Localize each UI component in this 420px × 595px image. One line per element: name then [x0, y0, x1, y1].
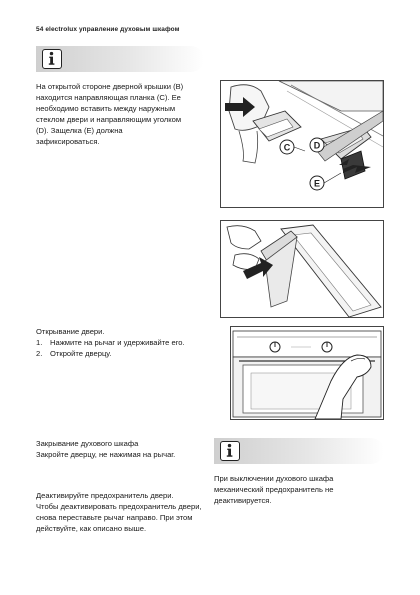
door-panel-figure [220, 80, 384, 208]
closing-section [36, 438, 196, 460]
deactivate-title: Деактивируйте предохранитель двери. [36, 491, 174, 500]
safety-lock-note: При выключении духового шкафа механический предохранитель не деактивируется. [214, 474, 334, 506]
list-item [36, 337, 206, 348]
door-glass-figure [220, 220, 384, 318]
list-item [36, 348, 206, 359]
label-c: C [283, 142, 291, 153]
opening-steps [36, 337, 206, 359]
opening-section [36, 326, 206, 359]
info-bar-top [36, 46, 204, 72]
oven-door-figure [230, 326, 384, 420]
step-number: 1. [36, 338, 43, 348]
closing-text: Закройте дверцу, не нажимая на рычаг. [36, 450, 176, 460]
step-text: Нажмите на рычаг и удерживайте его. [50, 338, 185, 348]
info-icon [42, 49, 62, 69]
deactivate-text: Чтобы деактивировать предохранитель двери, снова переставьте рычаг направо. При этом действуйте, как описано выше. [36, 502, 202, 534]
deactivate-section [36, 490, 206, 534]
page-header: 54 electrolux управление духовым шкафом [36, 26, 180, 33]
door-panel-instructions: На открытой стороне дверной крышки (B) находится направляющая планка (C). Ее необходимо вставить между наружным стеклом двери и направляющим уголком (D). Защелка (E) должна зафиксироваться. [36, 82, 184, 147]
label-d: D [313, 140, 321, 151]
label-e: E [313, 178, 321, 189]
opening-title: Открывание двери. [36, 327, 105, 336]
step-number: 2. [36, 349, 43, 359]
info-icon [220, 441, 240, 461]
step-text: Откройте дверцу. [50, 349, 112, 359]
closing-title: Закрывание духового шкафа [36, 439, 139, 448]
info-bar-bottom [214, 438, 384, 464]
